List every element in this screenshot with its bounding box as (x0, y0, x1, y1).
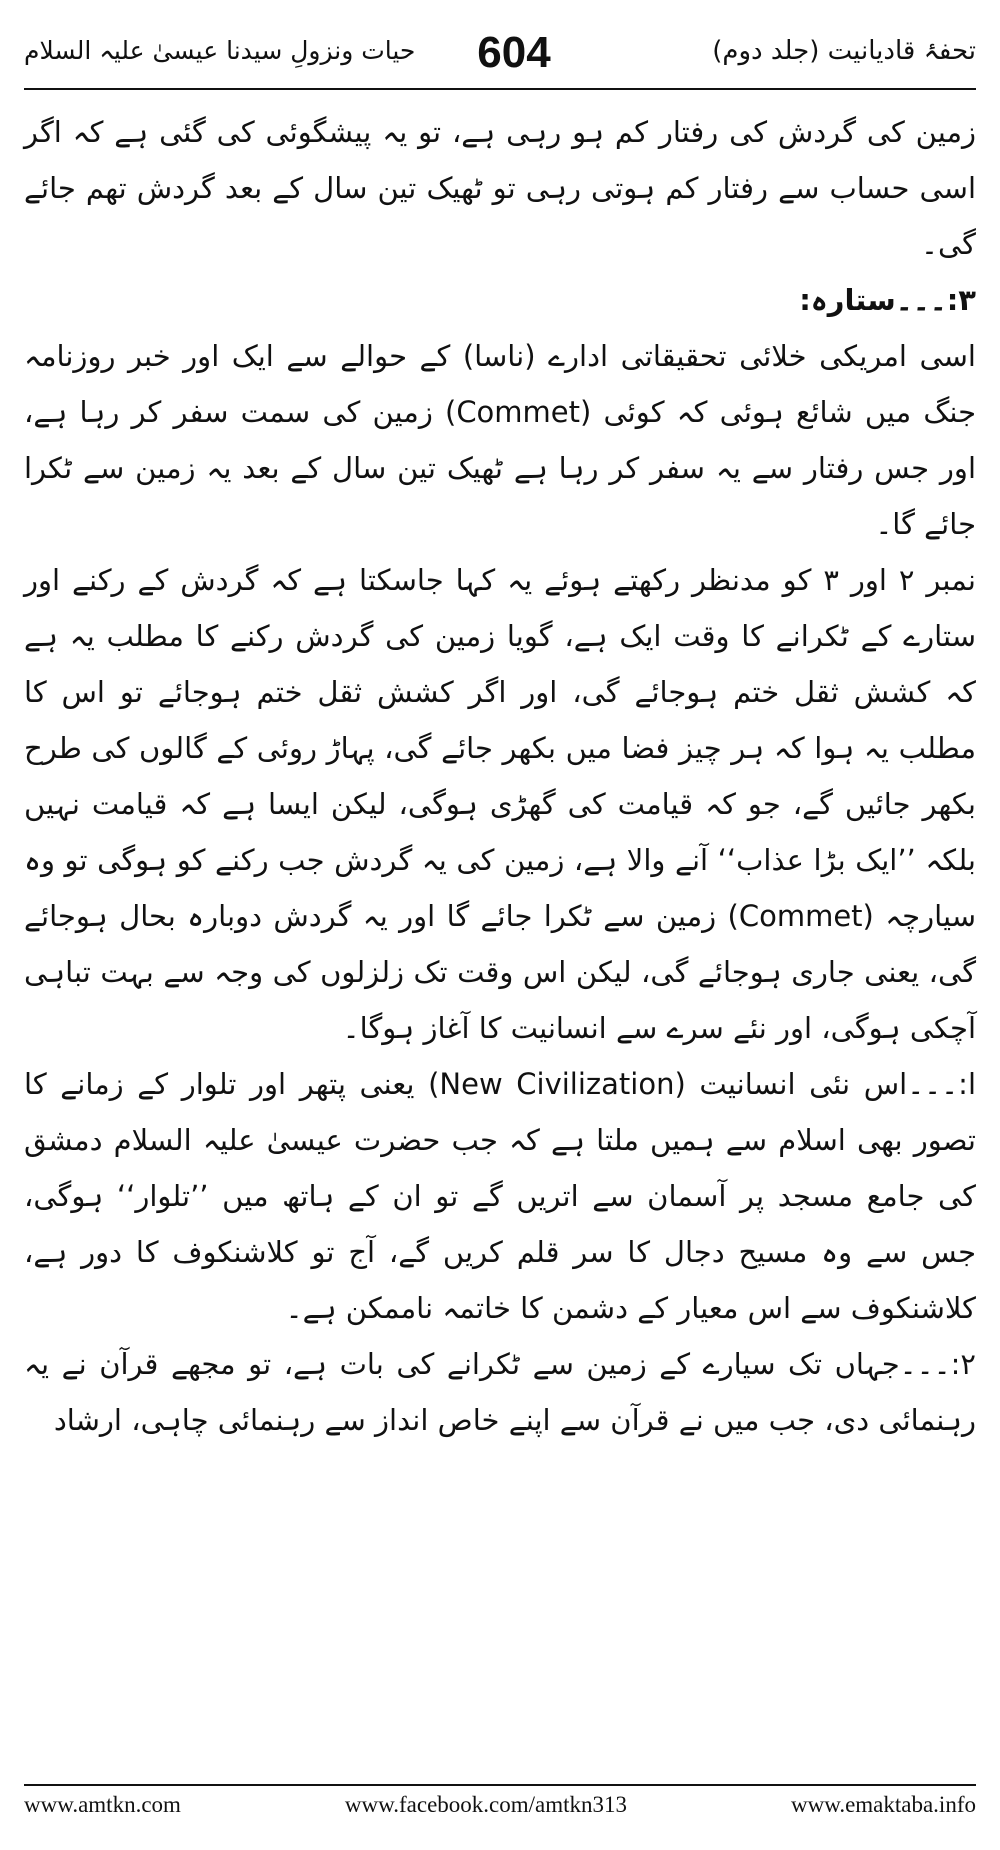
book-title: تحفۂ قادیانیت (جلد دوم) (712, 36, 976, 66)
chapter-title: حیات ونزولِ سیدنا عیسیٰ علیہ السلام (24, 36, 416, 65)
page-body (24, 104, 976, 1448)
footer-divider (24, 1784, 976, 1786)
book-page (24, 22, 976, 1828)
footer-website-amtkn[interactable]: www.amtkn.com (24, 1792, 181, 1817)
paragraph: نمبر ۲ اور ۳ کو مدنظر رکھتے ہوئے یہ کہا جاسکتا ہے کہ گردش کے رکنے اور ستارے کے ٹکرانے کا وقت ایک ہے، گویا زمین کی گردش رکنے کا مطلب یہ ہے کہ کشش ثقل ختم ہوجائے گی، اور اگر کشش ثقل ختم ہوجائے تو اس کا مطلب یہ ہوا کہ ہر چیز فضا میں بکھر جائے گی، پہاڑ روئی کے گالوں کی طرح بکھر جائیں گے، جو کہ قیامت کی گھڑی ہوگی، لیکن ایسا ہے کہ قیامت نہیں بلکہ ’’ایک بڑا عذاب‘‘ آنے والا ہے، زمین کی یہ گردش جب رکنے کو ہوگی تو وہ سیارچہ (Commet) زمین سے ٹکرا جائے گا اور یہ گردش دوبارہ بحال ہوجائے گی، یعنی جاری ہوجائے گی، لیکن اس وقت تک زلزلوں کی وجہ سے بہت تباہی آچکی ہوگی، اور نئے سرے سے انسانیت کا آغاز ہوگا۔ (24, 563, 977, 1045)
paragraph: ۲:۔۔۔جہاں تک سیارے کے زمین سے ٹکرانے کی بات ہے، تو مجھے قرآن نے یہ رہنمائی دی، جب میں نے قرآن سے اپنے خاص انداز سے رہنمائی چاہی، ارشاد (24, 1347, 976, 1437)
header-titles (692, 36, 976, 66)
paragraph: زمین کی گردش کی رفتار کم ہو رہی ہے، تو یہ پیشگوئی کی گئی ہے کہ اگر اسی حساب سے رفتار کم ہوتی رہی تو ٹھیک تین سال کے بعد گردش تھم جائے گی۔ (24, 115, 976, 261)
page-header (24, 22, 976, 86)
section-heading: ۳:۔۔۔ستارہ: (799, 283, 976, 317)
paragraph: ا:۔۔۔اس نئی انسانیت (New Civilization) یعنی پتھر اور تلوار کے زمانے کا تصور بھی اسلام سے ہمیں ملتا ہے کہ جب حضرت عیسیٰ علیہ السلام دمشق کی جامع مسجد پر آسمان سے اتریں گے تو ان کے ہاتھ میں ’’تلوار‘‘ ہوگی، جس سے وہ مسیح دجال کا سر قلم کریں گے، آج تو کلاشنکوف کا دور ہے، کلاشنکوف سے اس معیار کے دشمن کا خاتمہ ناممکن ہے۔ (24, 1067, 976, 1325)
page-number: 604 (477, 28, 551, 77)
footer-website-emaktaba[interactable]: www.emaktaba.info (790, 1792, 976, 1817)
footer-website-facebook[interactable]: www.facebook.com/amtkn313 (344, 1792, 628, 1817)
header-divider (24, 88, 976, 90)
page-footer (24, 1792, 976, 1824)
paragraph: اسی امریکی خلائی تحقیقاتی ادارے (ناسا) کے حوالے سے ایک اور خبر روزنامہ جنگ میں شائع ہوئی کہ کوئی (Commet) زمین کی سمت سفر کر رہا ہے، اور جس رفتار سے یہ سفر کر رہا ہے ٹھیک تین سال کے بعد یہ زمین سے ٹکرا جائے گا۔ (24, 339, 976, 541)
